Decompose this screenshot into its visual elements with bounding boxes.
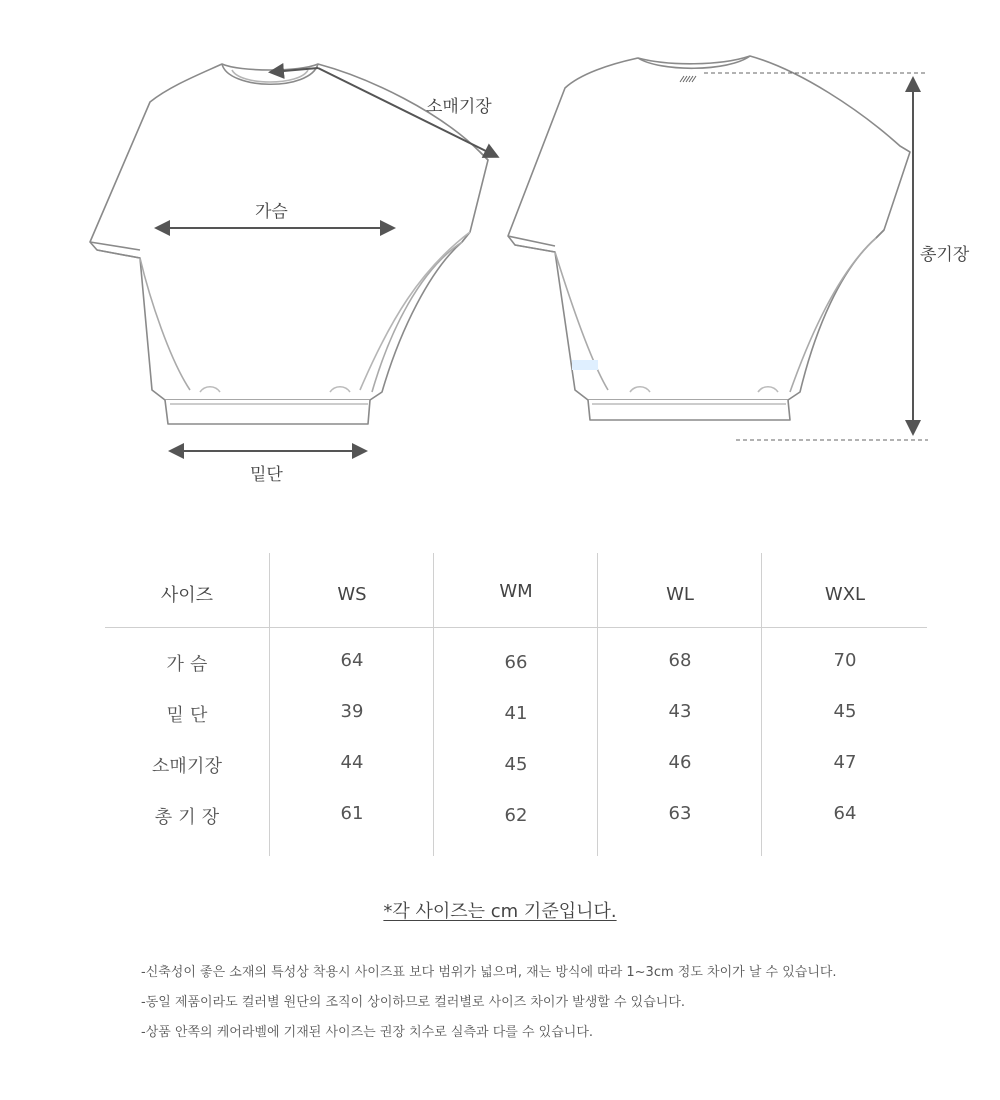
table-cell: 66	[504, 652, 528, 673]
row-label-total: 총 기 장	[154, 807, 220, 828]
table-cell: 70	[833, 650, 857, 671]
back-view	[508, 56, 910, 420]
row-label-chest: 가 슴	[166, 654, 208, 675]
table-cell: 47	[833, 752, 857, 773]
table-cell: 44	[340, 752, 364, 773]
table-header-divider	[105, 627, 927, 628]
table-header-ws: WS	[337, 584, 367, 605]
table-cell: 46	[668, 752, 692, 773]
table-cell: 45	[833, 701, 857, 722]
row-label-sleeve: 소매기장	[151, 756, 223, 777]
note-line: -신축성이 좋은 소재의 특성상 착용시 사이즈표 보다 범위가 넓으며, 재는 방식에 따라 1~3cm 정도 차이가 날 수 있습니다.	[141, 965, 837, 980]
row-label-hem: 밑 단	[166, 705, 208, 726]
table-cell: 62	[504, 805, 528, 826]
table-column-wm	[433, 553, 598, 856]
total-label: 총기장	[920, 245, 970, 265]
chest-label: 가슴	[255, 202, 288, 222]
size-table	[105, 553, 927, 856]
table-cell: 64	[340, 650, 364, 671]
hem-label: 밑단	[250, 465, 283, 485]
table-column-ws	[269, 553, 434, 856]
table-cell: 41	[504, 703, 528, 724]
note-line: -동일 제품이라도 컬러별 원단의 조직이 상이하므로 컬러별로 사이즈 차이가 발생할 수 있습니다.	[141, 995, 686, 1010]
table-cell: 61	[340, 803, 364, 824]
table-cell: 39	[340, 701, 364, 722]
table-column-wl	[597, 553, 762, 856]
table-cell: 68	[668, 650, 692, 671]
table-header-wm: WM	[499, 581, 533, 602]
front-view	[90, 64, 488, 424]
table-cell: 45	[504, 754, 528, 775]
sleeve-label: 소매기장	[426, 97, 492, 117]
unit-note-text: *각 사이즈는 cm 기준입니다.	[383, 901, 617, 922]
table-header-wl: WL	[666, 584, 694, 605]
note-line: -상품 안쪽의 케어라벨에 기재된 사이즈는 권장 치수로 실측과 다를 수 있습니다.	[141, 1025, 594, 1040]
garment-diagram	[0, 0, 1000, 500]
table-cell: 64	[833, 803, 857, 824]
table-cell: 63	[668, 803, 692, 824]
table-column-wxl	[761, 553, 928, 856]
table-cell: 43	[668, 701, 692, 722]
table-header-wxl: WXL	[824, 584, 866, 605]
table-header-size: 사이즈	[160, 585, 214, 606]
table-column-label	[105, 553, 269, 856]
unit-note	[0, 897, 1000, 923]
